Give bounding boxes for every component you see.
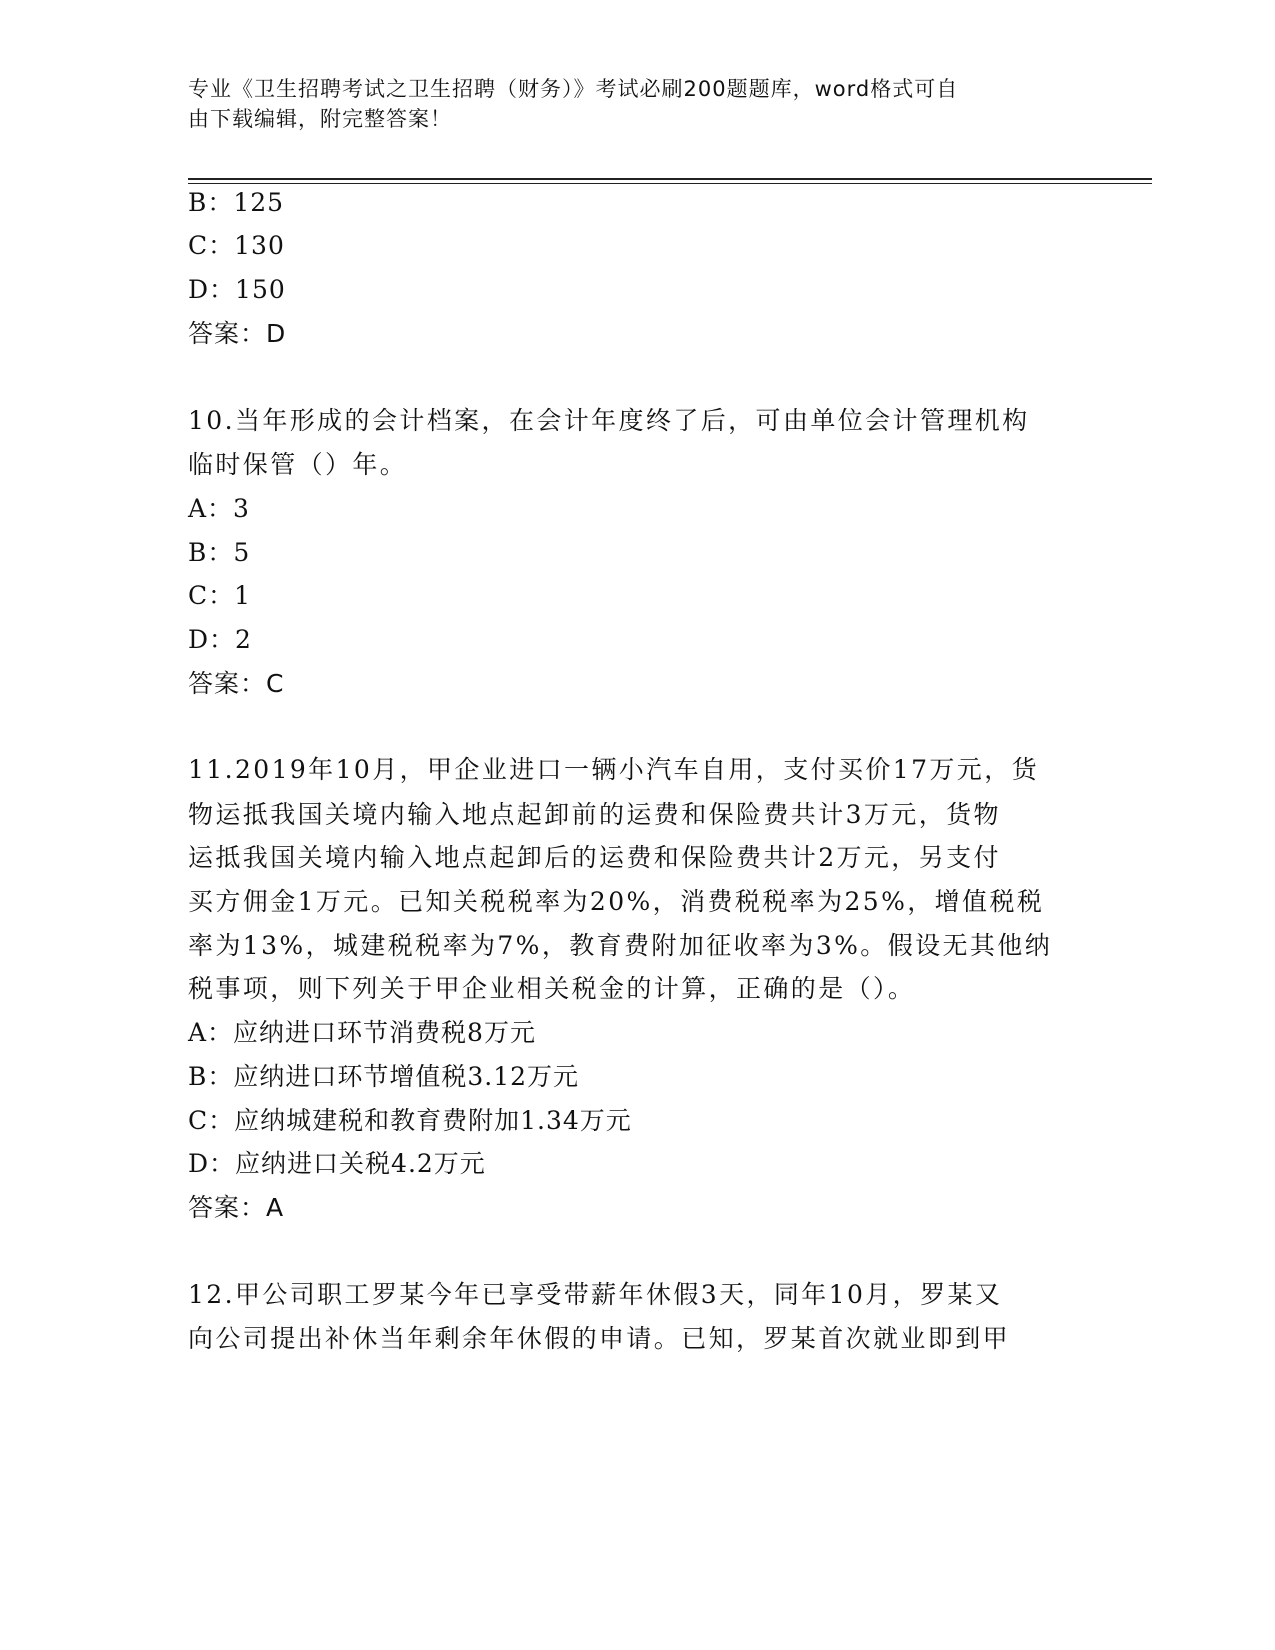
q11-option-a: A：应纳进口环节消费税8万元 <box>188 1018 536 1047</box>
q10-option-d: D：2 <box>188 625 252 654</box>
header-rule-thick <box>188 178 1152 180</box>
q10-answer: 答案：C <box>188 669 285 698</box>
q11-option-b: B：应纳进口环节增值税3.12万元 <box>188 1062 580 1091</box>
q10-option-a: A：3 <box>188 494 250 523</box>
q12-text-line-2: 向公司提出补休当年剩余年休假的申请。已知，罗某首次就业即到甲 <box>188 1324 1011 1353</box>
q12-text-line-1: 12.甲公司职工罗某今年已享受带薪年休假3天，同年10月，罗某又 <box>188 1280 1003 1309</box>
q11-option-d: D：应纳进口关税4.2万元 <box>188 1149 486 1178</box>
q10-option-c: C：1 <box>188 581 252 610</box>
prev-answer: 答案：D <box>188 319 287 348</box>
prev-option-b: B：125 <box>188 188 285 217</box>
prev-option-d: D：150 <box>188 275 286 304</box>
header-line-2: 由下载编辑，附完整答案！ <box>188 107 452 131</box>
q10-text-line-1: 10.当年形成的会计档案，在会计年度终了后，可由单位会计管理机构 <box>188 406 1030 435</box>
header-rule-thin <box>188 183 1152 184</box>
q11-answer: 答案：A <box>188 1193 285 1222</box>
header-line-1: 专业《卫生招聘考试之卫生招聘（财务）》考试必刷200题题库，word格式可自 <box>188 77 959 101</box>
q11-text-line-4: 买方佣金1万元。已知关税税率为20%，消费税税率为25%，增值税税 <box>188 887 1045 916</box>
q11-option-c: C：应纳城建税和教育费附加1.34万元 <box>188 1106 632 1135</box>
q11-text-line-6: 税事项，则下列关于甲企业相关税金的计算，正确的是（）。 <box>188 974 916 1003</box>
document-header <box>188 74 1088 134</box>
q11-text-line-1: 11.2019年10月，甲企业进口一辆小汽车自用，支付买价17万元，货 <box>188 755 1040 784</box>
prev-option-c: C：130 <box>188 231 285 260</box>
q11-text-line-3: 运抵我国关境内输入地点起卸后的运费和保险费共计2万元，另支付 <box>188 843 1001 872</box>
q11-text-line-2: 物运抵我国关境内输入地点起卸前的运费和保险费共计3万元，货物 <box>188 800 1001 829</box>
q10-text-line-2: 临时保管（）年。 <box>188 450 408 479</box>
q10-option-b: B：5 <box>188 538 251 567</box>
q11-text-line-5: 率为13%，城建税税率为7%，教育费附加征收率为3%。假设无其他纳 <box>188 931 1053 960</box>
